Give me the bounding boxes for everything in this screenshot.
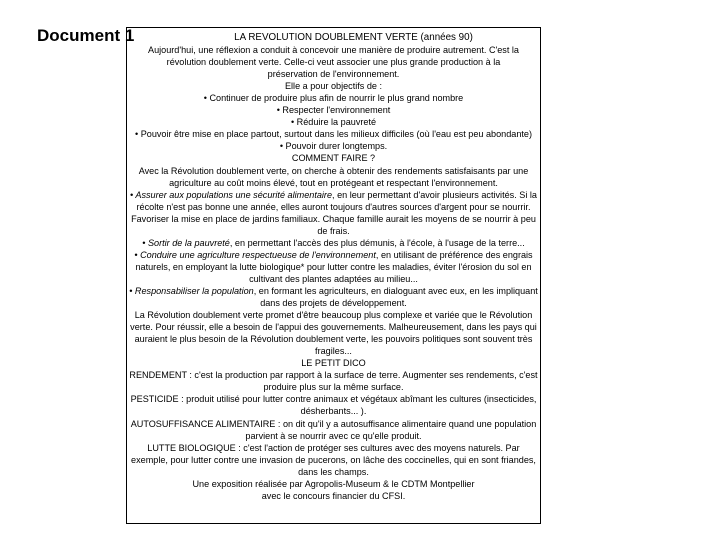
- document-title: LA REVOLUTION DOUBLEMENT VERTE (années 90): [234, 32, 473, 43]
- point-item: [129, 249, 538, 285]
- objective-item: • Réduire la pauvreté: [290, 117, 377, 128]
- glossary-entry: PESTICIDE : produit utilisé pour lutter contre animaux et végétaux abîmant les cultures (insecticides, désherbants... ).: [130, 394, 537, 417]
- conclusion: La Révolution doublement verte promet d'être beaucoup plus complexe et variée que le Révolution verte. Pour réussir, elle a besoin de l'appui des gouvernements. Malheureusement, dans les pays qui auraient le plus besoin de la Révolution doublement verte, les pouvoirs politiques sont souvent très fragiles...: [130, 310, 537, 357]
- intro-line: révolution doublement verte. Celle-ci veut associer une plus grande production à la: [166, 57, 501, 68]
- objective-item: • Pouvoir être mise en place partout, surtout dans les milieux difficiles (où l'eau est peu abondante): [134, 129, 533, 140]
- credit-line: Une exposition réalisée par Agropolis-Museum & le CDTM Montpellier: [192, 478, 475, 489]
- document-frame: [126, 27, 541, 524]
- glossary-entry: RENDEMENT : c'est la production par rapport à la surface de terre. Augmenter ses rendements, c'est produire plus sur la même surface.: [129, 370, 538, 393]
- point-emphasis: • Sortir de la pauvreté: [142, 237, 230, 248]
- glossary-heading: LE PETIT DICO: [301, 358, 366, 369]
- point-item: [129, 285, 538, 309]
- intro-line: Aujourd'hui, une réflexion a conduit à concevoir une manière de produire autrement. C'est la: [148, 45, 519, 56]
- point-text: , en leur permettant d'avoir plusieurs activités. Si la récolte n'est pas bonne une année, elles auront toujours d'autres sources d'argent pour se nourrir. Favoriser la mise en place de jardins familiaux. Chaque famille aurait les moyens de se nourrir à peu de frais.: [131, 189, 537, 236]
- glossary-entry: AUTOSUFFISANCE ALIMENTAIRE : on dit qu'il y a autosuffisance alimentaire quand une population parvient à se nourrir avec ce qu'elle produit.: [130, 418, 537, 441]
- point-item: [129, 189, 538, 237]
- document-label: Document 1: [37, 26, 135, 45]
- document-title-line: [129, 32, 538, 44]
- objective-item: • Respecter l'environnement: [276, 105, 391, 116]
- point-text: , en utilisant de préférence des engrais naturels, en employant la lutte biologique* pour lutter contre les maladies, éviter l'érosion du sol en cultivant des plantes adaptées au milieu...: [135, 249, 533, 284]
- objective-item: • Pouvoir durer longtemps.: [279, 141, 388, 152]
- intro-line: préservation de l'environnement.: [267, 69, 400, 80]
- point-emphasis: • Conduire une agriculture respectueuse de l'environnement: [134, 249, 376, 260]
- credit-line: avec le concours financier du CFSI.: [261, 490, 406, 501]
- comment-intro: Avec la Révolution doublement verte, on cherche à obtenir des rendements satisfaisants par une agriculture au coût moins élevé, tout en protégeant et respectant l'environnement.: [138, 165, 529, 188]
- point-text: , en formant les agriculteurs, en dialoguant avec eux, en les impliquant dans des projets de développement.: [253, 285, 538, 309]
- point-text: , en permettant l'accès des plus démunis, à l'école, à l'usage de la terre...: [229, 237, 525, 248]
- point-emphasis: • Responsabiliser la population: [129, 285, 254, 296]
- point-item: [129, 237, 538, 249]
- glossary-entry: LUTTE BIOLOGIQUE : c'est l'action de protéger ses cultures avec des moyens naturels. Par exemple, pour lutter contre une invasion de pucerons, on lâche des coccinelles, qui en sont friandes, dans les champs.: [131, 442, 536, 477]
- comment-heading: COMMENT FAIRE ?: [291, 153, 376, 164]
- intro-line: Elle a pour objectifs de :: [284, 81, 383, 92]
- point-emphasis: • Assurer aux populations une sécurité alimentaire: [130, 189, 333, 200]
- objective-item: • Continuer de produire plus afin de nourrir le plus grand nombre: [203, 93, 464, 104]
